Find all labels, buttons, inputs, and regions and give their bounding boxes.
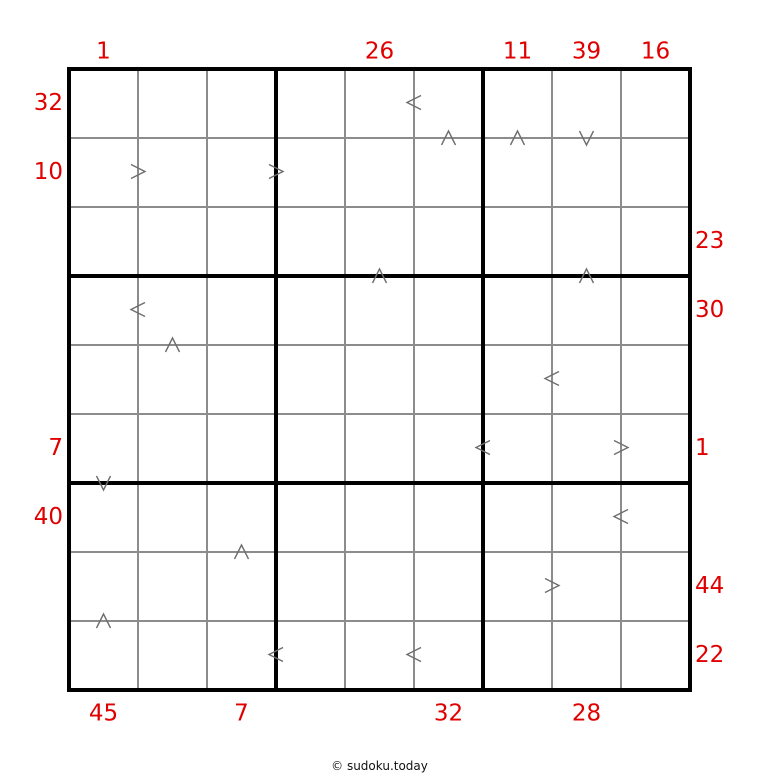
- cell-r9c8[interactable]: [552, 621, 621, 690]
- cell-r6c8[interactable]: [552, 414, 621, 483]
- cell-r4c2[interactable]: [138, 276, 207, 345]
- cell-r3c9[interactable]: [621, 207, 690, 276]
- cell-r8c6[interactable]: [414, 552, 483, 621]
- cell-r8c9[interactable]: [621, 552, 690, 621]
- cell-r7c8[interactable]: [552, 483, 621, 552]
- cell-r1c3[interactable]: [207, 69, 276, 138]
- cell-r2c2[interactable]: [138, 138, 207, 207]
- cell-r1c7[interactable]: [483, 69, 552, 138]
- cell-r3c8[interactable]: [552, 207, 621, 276]
- cell-r2c7[interactable]: [483, 138, 552, 207]
- cell-r9c9[interactable]: [621, 621, 690, 690]
- cell-r1c1[interactable]: [69, 69, 138, 138]
- cell-r4c5[interactable]: [345, 276, 414, 345]
- cell-r7c1[interactable]: [69, 483, 138, 552]
- clue-top-col-1: 1: [96, 38, 111, 65]
- cell-r8c8[interactable]: [552, 552, 621, 621]
- cell-r7c6[interactable]: [414, 483, 483, 552]
- cell-r6c1[interactable]: [69, 414, 138, 483]
- cell-r9c3[interactable]: [207, 621, 276, 690]
- clue-bottom-col-3: 7: [234, 700, 249, 727]
- cell-r8c3[interactable]: [207, 552, 276, 621]
- cell-r3c2[interactable]: [138, 207, 207, 276]
- cell-r5c8[interactable]: [552, 345, 621, 414]
- cell-r9c1[interactable]: [69, 621, 138, 690]
- cell-r1c8[interactable]: [552, 69, 621, 138]
- cell-r4c6[interactable]: [414, 276, 483, 345]
- cell-r6c2[interactable]: [138, 414, 207, 483]
- cell-r5c2[interactable]: [138, 345, 207, 414]
- cell-r7c7[interactable]: [483, 483, 552, 552]
- cell-r8c1[interactable]: [69, 552, 138, 621]
- cell-r2c3[interactable]: [207, 138, 276, 207]
- clue-right-row-3: 23: [695, 228, 725, 254]
- clue-left-row-2: 10: [33, 159, 63, 185]
- cell-r5c4[interactable]: [276, 345, 345, 414]
- cell-r7c5[interactable]: [345, 483, 414, 552]
- cell-r4c4[interactable]: [276, 276, 345, 345]
- cell-r9c2[interactable]: [138, 621, 207, 690]
- cell-r3c1[interactable]: [69, 207, 138, 276]
- cell-r1c9[interactable]: [621, 69, 690, 138]
- clue-right-row-8: 44: [695, 573, 725, 599]
- cell-r9c7[interactable]: [483, 621, 552, 690]
- cell-grid[interactable]: [69, 69, 690, 690]
- cell-r7c3[interactable]: [207, 483, 276, 552]
- cell-r6c4[interactable]: [276, 414, 345, 483]
- cell-r6c5[interactable]: [345, 414, 414, 483]
- cell-r2c8[interactable]: [552, 138, 621, 207]
- cell-r5c7[interactable]: [483, 345, 552, 414]
- cell-r5c3[interactable]: [207, 345, 276, 414]
- cell-r3c6[interactable]: [414, 207, 483, 276]
- clue-top-col-7: 11: [502, 38, 533, 65]
- cell-r8c5[interactable]: [345, 552, 414, 621]
- clue-right-row-6: 1: [695, 435, 710, 461]
- cell-r4c8[interactable]: [552, 276, 621, 345]
- cell-r8c7[interactable]: [483, 552, 552, 621]
- clue-left-row-7: 40: [33, 504, 63, 530]
- cell-r2c1[interactable]: [69, 138, 138, 207]
- cell-r6c6[interactable]: [414, 414, 483, 483]
- cell-r6c3[interactable]: [207, 414, 276, 483]
- cell-r4c3[interactable]: [207, 276, 276, 345]
- cell-r3c3[interactable]: [207, 207, 276, 276]
- cell-r6c7[interactable]: [483, 414, 552, 483]
- cell-r1c6[interactable]: [414, 69, 483, 138]
- cell-r8c4[interactable]: [276, 552, 345, 621]
- cell-r1c2[interactable]: [138, 69, 207, 138]
- cell-r6c9[interactable]: [621, 414, 690, 483]
- clue-bottom-col-6: 32: [433, 700, 464, 727]
- cell-r2c6[interactable]: [414, 138, 483, 207]
- cell-r5c1[interactable]: [69, 345, 138, 414]
- clue-bottom-col-8: 28: [571, 700, 602, 727]
- cell-r7c4[interactable]: [276, 483, 345, 552]
- cell-r9c4[interactable]: [276, 621, 345, 690]
- cell-r2c9[interactable]: [621, 138, 690, 207]
- cell-r4c1[interactable]: [69, 276, 138, 345]
- clue-bottom-col-1: 45: [88, 700, 119, 727]
- clue-top-col-9: 16: [640, 38, 671, 65]
- clue-left-row-6: 7: [48, 435, 63, 461]
- cell-r5c6[interactable]: [414, 345, 483, 414]
- cell-r7c2[interactable]: [138, 483, 207, 552]
- cell-r4c7[interactable]: [483, 276, 552, 345]
- clue-top-col-8: 39: [571, 38, 602, 65]
- cell-r3c5[interactable]: [345, 207, 414, 276]
- clue-right-row-9: 22: [695, 642, 725, 668]
- cell-r5c5[interactable]: [345, 345, 414, 414]
- cell-r1c4[interactable]: [276, 69, 345, 138]
- cell-r2c5[interactable]: [345, 138, 414, 207]
- cell-r9c5[interactable]: [345, 621, 414, 690]
- cell-r3c4[interactable]: [276, 207, 345, 276]
- cell-r8c2[interactable]: [138, 552, 207, 621]
- cell-r1c5[interactable]: [345, 69, 414, 138]
- cell-r9c6[interactable]: [414, 621, 483, 690]
- copyright-footer: © sudoku.today: [331, 759, 428, 773]
- cell-r4c9[interactable]: [621, 276, 690, 345]
- cell-r2c4[interactable]: [276, 138, 345, 207]
- clue-right-row-4: 30: [695, 297, 725, 323]
- clue-top-col-5: 26: [364, 38, 395, 65]
- clue-left-row-1: 32: [33, 90, 63, 116]
- cell-r3c7[interactable]: [483, 207, 552, 276]
- cell-r7c9[interactable]: [621, 483, 690, 552]
- cell-r5c9[interactable]: [621, 345, 690, 414]
